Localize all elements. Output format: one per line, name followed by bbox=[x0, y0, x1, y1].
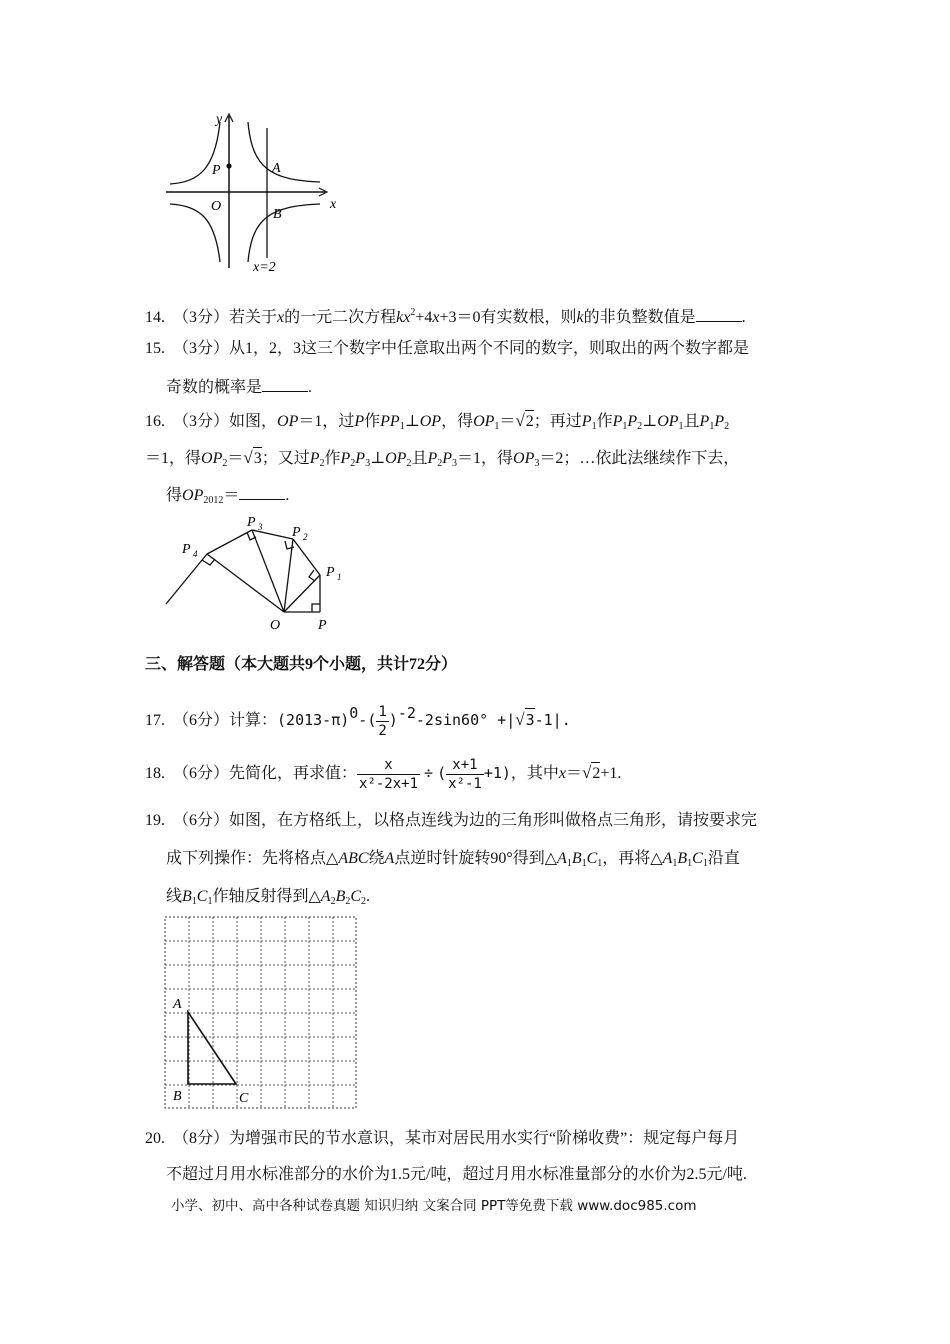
q16-pp1: PP bbox=[380, 413, 400, 430]
label-p2: P bbox=[292, 525, 301, 540]
q14-eq-end: +3＝0有实数根，则 bbox=[439, 309, 577, 326]
q17-exp-0: 0 bbox=[349, 704, 359, 722]
segment-op2 bbox=[284, 539, 293, 612]
label-a: A bbox=[272, 161, 281, 176]
q16-sub-6: 1 bbox=[678, 421, 684, 432]
q19-number: 19. bbox=[145, 812, 165, 829]
q18-num-2: x+1 bbox=[446, 756, 484, 775]
q19-sub-2: 1 bbox=[581, 858, 587, 869]
hyperbola-figure bbox=[160, 108, 340, 278]
q17-expr-c: ) bbox=[388, 711, 398, 729]
q18-fraction-1 bbox=[357, 756, 420, 793]
question-19-line-3 bbox=[166, 886, 370, 913]
question-19-line-2 bbox=[166, 848, 740, 875]
q16-l2-t2: ；又过 bbox=[261, 450, 310, 467]
q18-fraction-2 bbox=[446, 756, 484, 793]
q16-l2-sub-3: 2 bbox=[350, 458, 356, 469]
label-c: C bbox=[239, 1091, 249, 1106]
q16-sub-3: 1 bbox=[591, 421, 597, 432]
label-p4: P bbox=[182, 542, 191, 557]
q15-number: 15. bbox=[145, 340, 165, 357]
q16-p1b: P bbox=[612, 413, 623, 430]
q19-sub-10: 2 bbox=[345, 896, 351, 907]
q16-sub-2: 1 bbox=[494, 421, 500, 432]
grid-figure bbox=[164, 916, 358, 1110]
q16-l3-op: OP bbox=[182, 487, 204, 504]
q16-l2-t3: 作 bbox=[324, 450, 341, 467]
section-3-heading: 三、解答题（本大题共9个小题，共计72分） bbox=[145, 656, 458, 673]
q18-tail: +1. bbox=[600, 765, 622, 783]
q19-l3-a: 线 bbox=[166, 888, 183, 905]
q19-l2-m: 沿直 bbox=[707, 850, 740, 867]
label-p3: P bbox=[247, 515, 256, 530]
q16-l2-op2: OP bbox=[201, 450, 223, 467]
question-15-cont bbox=[166, 376, 312, 399]
q16-l2-p3: P bbox=[355, 450, 366, 467]
q16-t3: 作 bbox=[364, 413, 381, 430]
segment-extension bbox=[166, 554, 207, 604]
q16-p2b: P bbox=[714, 413, 725, 430]
label-p2-sub: 2 bbox=[303, 532, 308, 542]
q19-a2: A bbox=[320, 888, 331, 905]
q16-l2-sub-7: 3 bbox=[452, 458, 458, 469]
sqrt-icon: √ bbox=[243, 448, 253, 467]
q16-sub-7: 1 bbox=[709, 421, 715, 432]
q16-l2-sub-5: 2 bbox=[406, 458, 412, 469]
triangle-abc bbox=[188, 1012, 236, 1084]
label-y: y bbox=[216, 112, 223, 127]
label-p: P bbox=[318, 618, 327, 633]
q16-answer-blank bbox=[239, 484, 285, 500]
q19-a1b: A bbox=[662, 850, 673, 867]
q16-sub-5: 2 bbox=[637, 421, 643, 432]
q19-sub-4: 1 bbox=[672, 858, 678, 869]
q18-number: 18. bbox=[145, 765, 165, 783]
q18-den-1: x²-2x+1 bbox=[359, 776, 419, 792]
q19-l2-a: 成下列操作：先将格点△ bbox=[166, 850, 339, 867]
q16-end: . bbox=[285, 487, 290, 504]
q17-sqrt-3: 3 bbox=[525, 708, 535, 731]
question-15 bbox=[145, 338, 749, 360]
q19-sub-7: 1 bbox=[191, 896, 197, 907]
q16-eq: ＝ bbox=[499, 413, 516, 430]
label-p3-sub: 3 bbox=[258, 522, 263, 532]
q16-l2-p2c: P bbox=[427, 450, 438, 467]
q14-text-2: 的一元二次方程 bbox=[284, 309, 397, 326]
q16-number: 16. bbox=[145, 413, 165, 430]
q16-t6: 作 bbox=[596, 413, 613, 430]
question-19 bbox=[145, 810, 757, 832]
q15-line-1: （3分）从1，2，3这三个数字中任意取出两个不同的数字，则取出的两个数字都是 bbox=[173, 340, 750, 357]
label-p1: P bbox=[326, 565, 335, 580]
q16-t1: （3分）如图， bbox=[173, 413, 278, 430]
q14-text-3: 的非负整数值是 bbox=[583, 309, 696, 326]
q14-var-k: k bbox=[576, 309, 584, 326]
q14-var-x: x bbox=[277, 309, 285, 326]
q19-end: . bbox=[366, 888, 371, 905]
label-x: x bbox=[330, 197, 337, 212]
q19-l2-e: 点逆时针旋转90°得到△ bbox=[394, 850, 558, 867]
label-o: O bbox=[211, 199, 222, 214]
q16-p2: P bbox=[627, 413, 638, 430]
footer-text: 小学、初中、高中各种试卷真题 知识归纳 文案合同 PPT等免费下载 www.doc985.com bbox=[171, 1198, 697, 1214]
sqrt-icon: √ bbox=[515, 411, 525, 430]
q16-l2-t1: ＝1，得 bbox=[145, 450, 202, 467]
q16-p1c: P bbox=[699, 413, 710, 430]
q19-a: A bbox=[384, 850, 395, 867]
q16-l2-perp: ⊥ bbox=[370, 450, 386, 467]
q14-end: . bbox=[741, 309, 746, 326]
q19-c1b: C bbox=[692, 850, 703, 867]
q19-b1c: B bbox=[182, 888, 192, 905]
q15-end: . bbox=[308, 379, 313, 396]
q18-den-2: x²-1 bbox=[448, 776, 482, 792]
q16-op-2: OP bbox=[419, 413, 442, 430]
right-angle-p bbox=[312, 604, 320, 612]
q19-a1: A bbox=[557, 850, 567, 867]
q18-sqrt-2: 2 bbox=[591, 762, 600, 785]
q19-sub-3: 1 bbox=[597, 858, 603, 869]
q18-eq: ＝ bbox=[566, 765, 583, 783]
question-14 bbox=[145, 302, 746, 329]
q20-line-2: 不超过月用水标准部分的水价为1.5元/吨，超过月用水标准量部分的水价为2.5元/吨. bbox=[166, 1166, 747, 1183]
q18-text-2: ，其中 bbox=[510, 765, 559, 783]
q19-abc: ABC bbox=[338, 850, 369, 867]
q16-p1: P bbox=[581, 413, 592, 430]
q19-b1: B bbox=[571, 850, 582, 867]
label-p: P bbox=[212, 163, 221, 178]
q14-text: （3分）若关于 bbox=[173, 309, 278, 326]
q19-sub-9: 2 bbox=[330, 896, 336, 907]
q18-var-x: x bbox=[558, 765, 567, 783]
sqrt-icon: √ bbox=[582, 763, 592, 783]
q17-frac-den: 2 bbox=[378, 722, 387, 739]
q15-answer-blank bbox=[262, 376, 308, 392]
q16-sqrt-3: 3 bbox=[253, 447, 262, 470]
label-b: B bbox=[173, 1089, 182, 1104]
q16-l3-t1: 得 bbox=[166, 487, 183, 504]
q17-expr-f: -1|. bbox=[534, 711, 571, 729]
q19-b1b: B bbox=[677, 850, 688, 867]
q14-exp: 2 bbox=[410, 307, 416, 318]
q16-l2-p2b: P bbox=[340, 450, 351, 467]
question-16 bbox=[145, 410, 729, 438]
label-p4-sub: 4 bbox=[193, 549, 198, 559]
q19-c1c: C bbox=[196, 888, 208, 905]
question-16-line-2 bbox=[145, 447, 739, 475]
right-angle-p1 bbox=[309, 570, 315, 581]
q16-l2-p2: P bbox=[309, 450, 320, 467]
q16-l2-sub-2: 2 bbox=[319, 458, 325, 469]
q19-sub-6: 1 bbox=[702, 858, 708, 869]
point-p bbox=[226, 163, 231, 168]
q18-div: ÷ bbox=[424, 764, 434, 783]
q19-sub-1: 1 bbox=[566, 858, 572, 869]
q14-eq-mid: +4 bbox=[415, 309, 433, 326]
question-18 bbox=[145, 756, 621, 793]
q16-l3-eq: ＝ bbox=[223, 487, 240, 504]
q16-l2-sub-8: 3 bbox=[534, 458, 540, 469]
label-b: B bbox=[273, 207, 282, 222]
q17-expr-e: +| bbox=[488, 711, 516, 729]
q14-eq-kx: kx bbox=[396, 309, 411, 326]
q19-sub-8: 1 bbox=[207, 896, 213, 907]
q14-answer-blank bbox=[696, 306, 742, 322]
q19-l3-d: 作轴反射得到△ bbox=[212, 888, 321, 905]
q18-num-1: x bbox=[357, 756, 420, 775]
right-angle-p4 bbox=[202, 559, 215, 565]
q16-l2-sub: 2 bbox=[222, 458, 228, 469]
q16-op1: OP bbox=[473, 413, 495, 430]
q19-l2-c: 绕 bbox=[368, 850, 385, 867]
q16-t7: 且 bbox=[683, 413, 700, 430]
q16-t4: ，得 bbox=[441, 413, 474, 430]
q18-text: （6分）先简化，再求值： bbox=[173, 765, 358, 783]
q16-sub-4: 1 bbox=[622, 421, 628, 432]
q16-l2-sub-6: 2 bbox=[437, 458, 443, 469]
q16-l2-t5: ＝1，得 bbox=[457, 450, 514, 467]
q16-l3-sub: 2012 bbox=[203, 495, 224, 506]
question-17 bbox=[145, 702, 571, 740]
sqrt-icon: √ bbox=[515, 710, 525, 729]
q20-line-1: （8分）为增强市民的节水意识，某市对居民用水实行“阶梯收费”：规定每户每月 bbox=[173, 1130, 740, 1147]
q16-perp: ⊥ bbox=[404, 413, 420, 430]
curve-lower-right bbox=[248, 204, 320, 262]
q19-line-1: （6分）如图，在方格纸上，以格点连线为边的三角形叫做格点三角形，请按要求完 bbox=[173, 812, 758, 829]
q17-text: （6分）计算： bbox=[173, 712, 278, 729]
q17-expr-a: (2013-π) bbox=[277, 711, 350, 729]
q19-l2-i: ，再将△ bbox=[602, 850, 663, 867]
q16-l2-eq: ＝ bbox=[227, 450, 244, 467]
q16-perp-2: ⊥ bbox=[642, 413, 658, 430]
curve-upper-right bbox=[248, 122, 320, 182]
segment-p3p4 bbox=[207, 530, 252, 554]
q16-l2-op3: OP bbox=[513, 450, 535, 467]
q15-line-2: 奇数的概率是 bbox=[166, 379, 263, 396]
label-p1-sub: 1 bbox=[337, 572, 342, 582]
q16-op1b: OP bbox=[657, 413, 679, 430]
q16-op: OP bbox=[277, 413, 299, 430]
q16-t5: ；再过 bbox=[533, 413, 582, 430]
q19-c2: C bbox=[350, 888, 362, 905]
question-16-line-3 bbox=[166, 484, 289, 512]
q16-l2-t6: ＝2；…依此法继续作下去， bbox=[539, 450, 740, 467]
q17-frac-num: 1 bbox=[378, 703, 387, 720]
label-o: O bbox=[270, 618, 281, 633]
q19-c1: C bbox=[586, 850, 598, 867]
q16-l2-t4: 且 bbox=[411, 450, 428, 467]
q14-eq-x: x bbox=[432, 309, 440, 326]
label-line: x=2 bbox=[253, 260, 276, 275]
q16-l2-op2b: OP bbox=[385, 450, 407, 467]
q19-sub-5: 1 bbox=[687, 858, 693, 869]
segment-p1p2 bbox=[293, 539, 320, 575]
q17-expr-d: -2sin60° bbox=[415, 711, 489, 729]
q17-number: 17. bbox=[145, 712, 165, 729]
q19-sub-11: 2 bbox=[361, 896, 367, 907]
q16-l2-p3b: P bbox=[442, 450, 453, 467]
q16-l2-sub-4: 3 bbox=[365, 458, 371, 469]
q19-b2: B bbox=[335, 888, 346, 905]
q18-lp: ( bbox=[437, 764, 447, 783]
q17-fraction bbox=[376, 703, 388, 740]
label-a: A bbox=[173, 997, 182, 1012]
q18-rp: +1) bbox=[483, 764, 511, 783]
q16-sub: 1 bbox=[399, 421, 405, 432]
q17-exp-neg2: -2 bbox=[397, 704, 416, 722]
question-20 bbox=[145, 1128, 739, 1150]
q14-number: 14. bbox=[145, 309, 165, 326]
q16-p: P bbox=[354, 413, 365, 430]
q16-sqrt-2: 2 bbox=[525, 410, 534, 433]
q17-expr-b: -( bbox=[358, 711, 377, 729]
question-20-line-2 bbox=[166, 1164, 747, 1186]
q16-t2: ＝1，过 bbox=[298, 413, 355, 430]
spiral-figure bbox=[160, 512, 360, 638]
q20-number: 20. bbox=[145, 1130, 165, 1147]
q16-sub-8: 2 bbox=[724, 421, 730, 432]
